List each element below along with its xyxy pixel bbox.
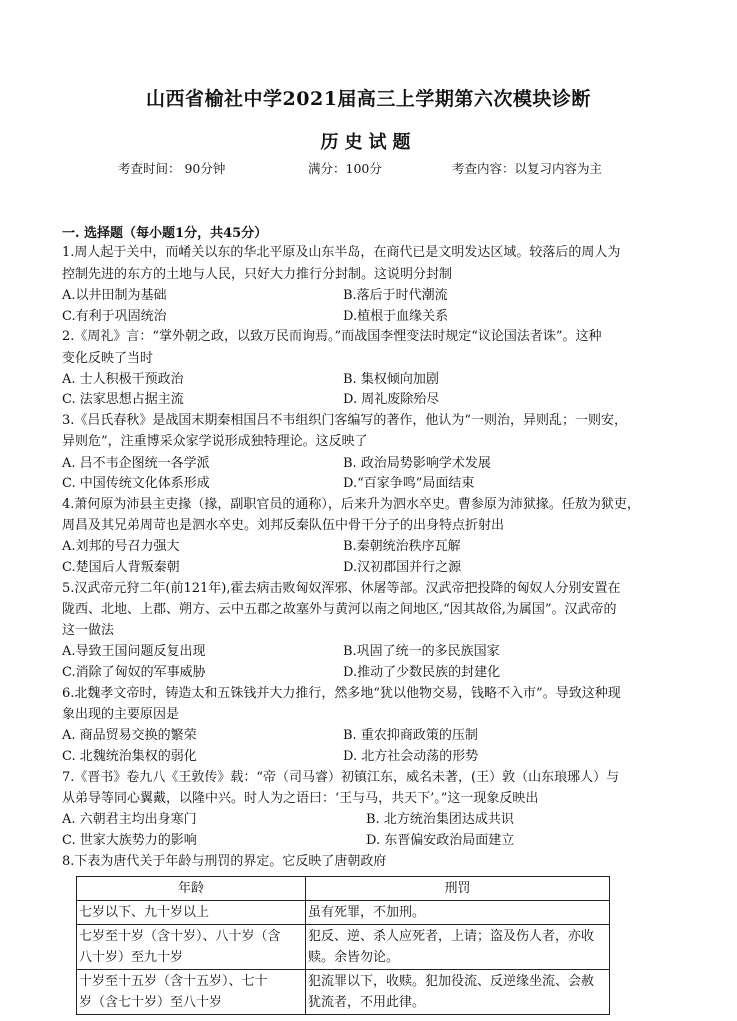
question-2-option-b: B. 集权倾向加剧 <box>343 372 439 387</box>
question-1-line-1: 1.周人起于关中，而崤关以东的华北平原及山东半岛，在商代已是文明发达区域。较落后的周人为 <box>62 245 621 260</box>
question-7-option-c: C. 世家大族势力的影响 <box>62 833 197 848</box>
cell-line: 赎。余皆勿论。 <box>308 950 400 965</box>
question-7-line-1: 7.《晋书》卷九八《王敦传》载：“帝（司马睿）初镇江东，威名未著，(王）敦（山东琅琊人）与 <box>62 770 620 785</box>
question-6-option-b: B. 重农抑商政策的压制 <box>343 728 478 743</box>
table-cell-age <box>77 925 306 970</box>
question-5-option-d: D.推动了少数民族的封建化 <box>343 665 501 680</box>
question-6-option-a: A. 商品贸易交换的繁荣 <box>62 728 197 743</box>
question-4-option-a: A.刘邦的号召力强大 <box>62 539 180 554</box>
table-cell-penalty <box>306 970 610 1015</box>
question-8-line-1: 8.下表为唐代关于年龄与刑罚的界定。它反映了唐朝政府 <box>62 854 387 869</box>
cell-line: 犹流者，不用此律。 <box>308 995 426 1010</box>
table-cell-age <box>77 970 306 1015</box>
table-header-row <box>77 877 610 901</box>
question-1-line-2: 控制先进的东方的土地与人民，只好大力推行分封制。这说明分封制 <box>62 267 453 282</box>
question-2-line-1: 2.《周礼》言：“掌外朝之政，以致万民而询焉。”而战国李悝变法时规定“议论国法者诛”。这种 <box>62 329 602 344</box>
question-5-option-c: C.消除了匈奴的军事威胁 <box>62 665 206 680</box>
question-5-line-3: 这一做法 <box>62 623 115 638</box>
exam-subtitle: 历史试题 <box>320 132 417 153</box>
exam-title: 山西省榆社中学2021届高三上学期第六次模块诊断 <box>146 88 591 110</box>
exam-content: 考查内容：以复习内容为主 <box>452 161 603 176</box>
age-penalty-table <box>76 876 610 1015</box>
question-3-option-c: C. 中国传统文化体系形成 <box>62 476 210 491</box>
question-1-option-a: A.以井田制为基础 <box>62 288 167 303</box>
question-3-line-2: 异则危”，注重博采众家学说形成独特理论。这反映了 <box>62 434 368 449</box>
question-4-option-b: B.秦朝统治秩序瓦解 <box>343 539 461 554</box>
question-5-option-a: A.导致王国问题反复出现 <box>62 644 206 659</box>
question-6-option-c: C. 北魏统治集权的弱化 <box>62 749 197 764</box>
question-4-line-1: 4.萧何原为沛县主吏掾（掾，副职官员的通称），后来升为泗水卒史。曹参原为沛狱掾。任敖为狱吏， <box>62 497 640 512</box>
question-3-line-1: 3.《吕氏春秋》是战国末期秦相国吕不韦组织门客编写的著作，他认为“一则治，异则乱；一则安， <box>62 413 628 428</box>
question-7-option-d: D. 东晋偏安政治局面建立 <box>366 833 515 848</box>
question-2-option-a: A. 士人积极干预政治 <box>62 372 184 387</box>
question-1-option-d: D.植根于血缘关系 <box>343 309 449 324</box>
question-4-option-c: C.楚国后人背叛秦朝 <box>62 560 180 575</box>
question-6-option-d: D. 北方社会动荡的形势 <box>343 749 479 764</box>
question-4-option-d: D.汉初郡国并行之源 <box>343 560 462 575</box>
cell-line: 岁（含七十岁）至八十岁 <box>79 995 223 1010</box>
cell-line: 七岁至十岁（含十岁）、八十岁（含 <box>79 929 281 944</box>
cell-line: 虽有死罪，不加刑。 <box>308 905 426 920</box>
cell-line: 十岁至十五岁（含十五岁）、七十 <box>79 974 268 989</box>
question-7-option-a: A. 六朝君主均出身寒门 <box>62 812 197 827</box>
question-3-option-a: A. 吕不韦企图统一各学派 <box>62 456 210 471</box>
cell-line: 犯流罪以下，收赎。犯加役流、反逆缘坐流、会赦 <box>308 974 595 989</box>
question-5-option-b: B.巩固了统一的多民族国家 <box>343 644 500 659</box>
exam-time: 考查时间： 90分钟 <box>118 161 226 176</box>
question-4-line-2: 周昌及其兄弟周苛也是泗水卒史。刘邦反秦队伍中骨干分子的出身特点折射出 <box>62 518 505 533</box>
question-7-line-2: 从弟导等同心翼戴，以隆中兴。时人为之语曰：‘王与马，共天下’。”这一现象反映出 <box>62 791 539 806</box>
table-header-age: 年龄 <box>77 877 306 901</box>
cell-line: 七岁以下、九十岁以上 <box>79 905 210 920</box>
table-row <box>77 901 610 925</box>
cell-line: 犯反、逆、杀人应死者，上请；盗及伤人者，亦收 <box>308 929 595 944</box>
question-2-option-c: C. 法家思想占据主流 <box>62 392 184 407</box>
table-row <box>77 925 610 970</box>
question-3-option-b: B. 政治局势影响学术发展 <box>343 456 491 471</box>
question-6-line-2: 象出现的主要原因是 <box>62 707 180 722</box>
question-1-option-c: C.有利于巩固统治 <box>62 309 167 324</box>
section-title: 一. 选择题（每小题1分，共45分） <box>62 226 268 241</box>
table-row <box>77 970 610 1015</box>
question-7-option-b: B. 北方统治集团达成共识 <box>366 812 514 827</box>
table-cell-penalty <box>306 925 610 970</box>
cell-line: 八十岁）至九十岁 <box>79 950 184 965</box>
question-3-option-d: D.“百家争鸣”局面结束 <box>343 476 475 491</box>
table-cell-age <box>77 901 306 925</box>
table-cell-penalty <box>306 901 610 925</box>
question-5-line-1: 5.汉武帝元狩二年(前121年),霍去病击败匈奴浑邪、休屠等部。汉武帝把投降的匈奴人分别安置在 <box>62 581 621 596</box>
question-1-option-b: B.落后于时代潮流 <box>343 288 448 303</box>
exam-score: 满分：100分 <box>308 161 382 176</box>
question-6-line-1: 6.北魏孝文帝时，铸造太和五铢钱并大力推行，然多地“犹以他物交易，钱略不入市”。导致这种现 <box>62 686 621 701</box>
question-5-line-2: 陇西、北地、上郡、朔方、云中五郡之故塞外与黄河以南之间地区,“因其故俗,为属国”。汉武帝的 <box>62 602 617 617</box>
question-2-line-2: 变化反映了当时 <box>62 351 154 366</box>
question-2-option-d: D. 周礼废除殆尽 <box>343 392 440 407</box>
table-header-penalty: 刑罚 <box>306 877 610 901</box>
